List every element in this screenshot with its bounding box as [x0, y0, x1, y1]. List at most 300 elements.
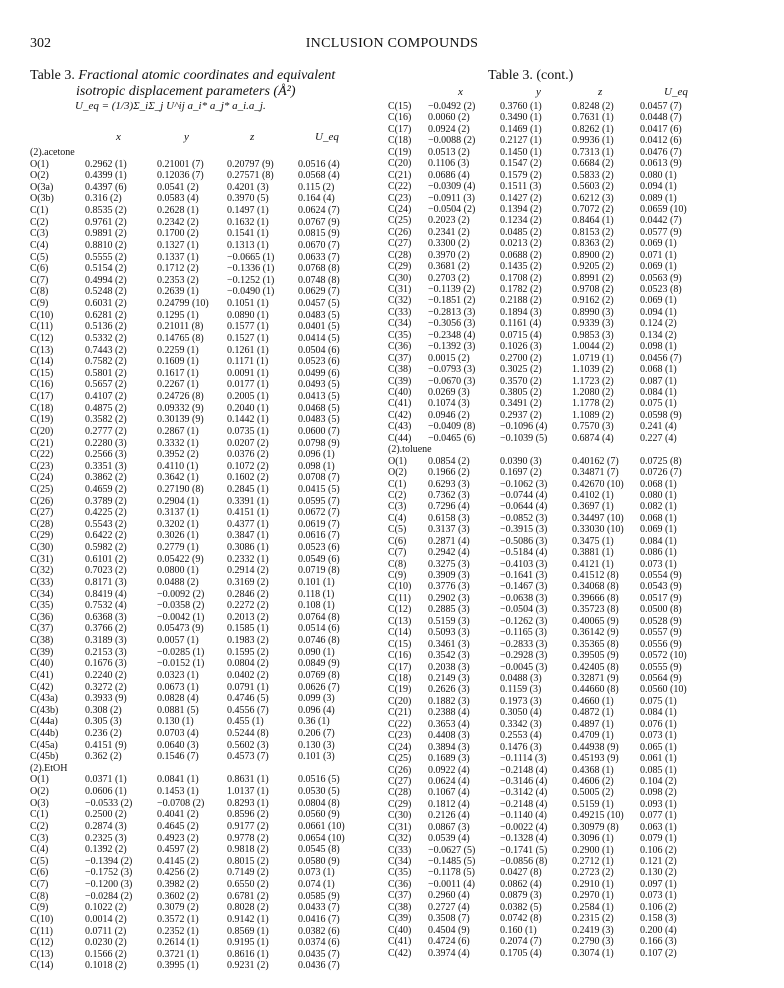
z-value: 0.32871 (9)	[572, 673, 619, 684]
x-value: 0.3862 (2)	[85, 472, 127, 484]
y-value: 0.1705 (4)	[500, 947, 542, 959]
z-value: 0.455 (1)	[227, 716, 264, 728]
atom-label: C(34)	[388, 856, 412, 868]
y-value: 0.160 (1)	[500, 924, 537, 936]
x-value: 0.362 (2)	[85, 751, 122, 763]
ueq-value: 0.0670 (7)	[298, 239, 340, 251]
ueq-value: 0.36 (1)	[298, 716, 330, 728]
x-value: 0.8810 (2)	[85, 239, 127, 251]
x-value: 0.7362 (3)	[428, 489, 470, 501]
ueq-value: 0.094 (1)	[640, 306, 677, 318]
ueq-value: 0.106 (2)	[640, 901, 677, 913]
ueq-value: 0.097 (1)	[640, 878, 677, 890]
ueq-value: 0.0442 (7)	[640, 215, 682, 227]
atom-label: C(16)	[388, 650, 412, 662]
z-value: 0.9195 (1)	[227, 937, 269, 949]
y-value: 0.3332 (1)	[157, 437, 199, 449]
x-value: 0.1676 (3)	[85, 658, 127, 670]
y-value: 0.3079 (2)	[157, 902, 199, 914]
y-value: 0.0488 (3)	[500, 673, 542, 684]
atom-label: C(44)	[388, 432, 412, 444]
z-value: 0.40065 (9)	[572, 615, 619, 627]
x-value: −0.2348 (4)	[428, 329, 476, 341]
y-value: 0.3202 (1)	[157, 518, 199, 530]
right-coordinates-table	[388, 0, 754, 988]
y-value: −0.0856 (8)	[500, 856, 548, 868]
y-value: 0.4041 (2)	[157, 809, 199, 821]
atom-label: C(40)	[388, 387, 412, 398]
atom-label: C(14)	[30, 960, 54, 972]
atom-label: O(1)	[30, 158, 49, 170]
z-value: 0.0890 (1)	[227, 309, 269, 321]
atom-label: C(16)	[388, 112, 412, 124]
ueq-value: 0.0499 (6)	[298, 367, 340, 379]
y-value: −0.0152 (1)	[157, 658, 205, 670]
atom-label: C(40)	[388, 924, 412, 936]
y-value: 0.0715 (4)	[500, 329, 542, 341]
atom-label: C(4)	[388, 512, 407, 524]
z-value: 0.3086 (1)	[227, 542, 269, 554]
y-value: 0.2188 (2)	[500, 295, 542, 307]
z-value: 0.9142 (1)	[227, 913, 269, 925]
x-value: 0.3461 (3)	[428, 638, 470, 650]
atom-label: C(7)	[388, 547, 407, 559]
section-title: (2).acetone	[30, 147, 75, 158]
x-value: −0.1200 (3)	[85, 879, 133, 891]
z-value: 0.7149 (2)	[227, 867, 269, 879]
z-value: 0.1602 (2)	[227, 472, 269, 484]
x-value: 0.6158 (3)	[428, 512, 470, 524]
z-value: 0.5602 (3)	[227, 739, 269, 751]
atom-label: C(36)	[30, 611, 54, 623]
ueq-value: 0.0725 (8)	[640, 455, 682, 467]
z-value: 0.9231 (2)	[227, 960, 269, 972]
z-value: 0.1171 (1)	[227, 356, 269, 368]
x-value: 0.3275 (3)	[428, 558, 470, 570]
x-value: 0.4151 (9)	[85, 739, 127, 751]
ueq-value: 0.0557 (9)	[640, 627, 682, 639]
z-value: 0.0402 (2)	[227, 669, 269, 681]
ueq-value: 0.069 (1)	[640, 238, 677, 250]
x-value: 0.3542 (3)	[428, 650, 470, 662]
z-value: 1.1089 (2)	[572, 409, 614, 421]
ueq-value: 0.0448 (7)	[640, 112, 682, 124]
y-value: 0.2074 (7)	[500, 936, 542, 948]
y-value: 0.05422 (9)	[157, 553, 204, 565]
z-value: 0.9708 (2)	[572, 284, 614, 296]
y-value: −0.1741 (5)	[500, 844, 548, 856]
y-value: 0.1159 (3)	[500, 684, 542, 696]
ueq-value: 0.0746 (8)	[298, 635, 340, 647]
z-value: 0.0091 (1)	[227, 367, 269, 379]
z-value: 1.1039 (2)	[572, 364, 614, 376]
atom-label: C(9)	[30, 298, 49, 310]
ueq-value: 0.206 (7)	[298, 728, 335, 739]
column-header-ueq: U_eq	[664, 86, 688, 98]
x-value: 0.3137 (3)	[428, 524, 470, 536]
y-value: −0.0852 (3)	[500, 512, 548, 524]
z-value: 0.3475 (1)	[572, 535, 614, 547]
x-value: 0.3653 (4)	[428, 718, 470, 730]
ueq-value: 0.134 (2)	[640, 329, 677, 341]
x-value: 0.4399 (1)	[85, 170, 127, 182]
x-value: 0.0371 (1)	[85, 774, 127, 786]
atom-label: C(19)	[30, 414, 54, 426]
atom-label: C(19)	[388, 146, 412, 158]
atom-label: C(24)	[388, 741, 412, 753]
z-value: 0.34871 (7)	[572, 467, 619, 479]
y-value: 0.09332 (9)	[157, 402, 204, 414]
z-value: 0.8596 (2)	[227, 809, 269, 821]
ueq-value: 0.0435 (7)	[298, 948, 340, 960]
x-value: 0.2871 (4)	[428, 535, 470, 547]
z-value: 0.2040 (1)	[227, 402, 269, 414]
z-value: 0.49215 (10)	[572, 810, 624, 822]
z-value: 0.4606 (2)	[572, 775, 614, 787]
y-value: 0.1234 (2)	[500, 215, 542, 227]
z-value: 0.3096 (1)	[572, 833, 614, 845]
atom-label: C(25)	[388, 215, 412, 227]
z-value: 0.2315 (2)	[572, 913, 614, 925]
ueq-value: 0.0726 (7)	[640, 467, 682, 479]
atom-label: C(5)	[30, 855, 49, 867]
z-value: 1.0044 (2)	[572, 341, 614, 353]
y-value: 0.0640 (3)	[157, 739, 199, 751]
ueq-value: 0.068 (1)	[640, 364, 677, 376]
z-value: 0.7072 (2)	[572, 203, 614, 215]
z-value: 0.9177 (2)	[227, 820, 269, 832]
z-value: 0.7631 (1)	[572, 112, 614, 124]
x-value: 0.305 (3)	[85, 716, 122, 728]
y-value: 0.1609 (1)	[157, 356, 199, 368]
atom-label: C(32)	[388, 295, 412, 307]
x-value: 0.2240 (2)	[85, 669, 127, 681]
atom-label: C(22)	[388, 718, 412, 730]
ueq-value: 0.241 (4)	[640, 421, 677, 433]
atom-label: C(6)	[30, 867, 49, 879]
ueq-value: 0.0560 (10)	[640, 684, 687, 696]
y-value: −0.1467 (3)	[500, 581, 548, 593]
y-value: 0.0800 (1)	[157, 565, 199, 577]
x-value: −0.0011 (4)	[428, 878, 475, 890]
atom-label: C(9)	[30, 902, 49, 914]
x-value: −0.0793 (3)	[428, 364, 476, 376]
section-title: (2).toluene	[388, 444, 432, 456]
ueq-value: 0.0476 (7)	[640, 146, 682, 158]
x-value: 0.3582 (2)	[85, 414, 127, 426]
x-value: 0.4397 (6)	[85, 181, 127, 193]
z-value: 1.1723 (2)	[572, 375, 614, 387]
x-value: 0.0539 (4)	[428, 833, 470, 845]
y-value: 0.3982 (2)	[157, 879, 199, 891]
z-value: 0.2900 (1)	[572, 844, 614, 856]
atom-label: C(34)	[388, 318, 412, 330]
y-value: 0.2353 (2)	[157, 274, 199, 286]
column-header-z: z	[250, 131, 255, 143]
x-value: 0.0867 (3)	[428, 821, 470, 833]
ueq-value: 0.0414 (5)	[298, 332, 340, 344]
atom-label: C(38)	[388, 901, 412, 913]
ueq-value: 0.098 (1)	[298, 460, 335, 472]
ueq-value: 0.0719 (8)	[298, 565, 340, 577]
y-value: −0.1328 (4)	[500, 833, 548, 845]
atom-label: C(26)	[388, 764, 412, 776]
atom-label: C(12)	[30, 937, 54, 949]
atom-label: C(5)	[388, 524, 407, 536]
atom-label: C(36)	[388, 341, 412, 353]
x-value: 0.2566 (3)	[85, 449, 127, 461]
x-value: 0.2023 (2)	[428, 215, 470, 227]
z-value: 0.7313 (1)	[572, 146, 614, 158]
caption-text-cont: isotropic displacement parameters (Å²)	[76, 84, 296, 99]
ueq-value: 0.0600 (7)	[298, 425, 340, 437]
y-value: −0.0638 (3)	[500, 592, 548, 604]
x-value: 0.4107 (2)	[85, 391, 127, 403]
right-table-caption: Table 3. (cont.)	[488, 68, 574, 83]
x-value: 0.5332 (2)	[85, 332, 127, 344]
z-value: 0.6874 (4)	[572, 432, 614, 444]
ueq-value: 0.0457 (5)	[298, 298, 340, 310]
x-value: 0.5543 (2)	[85, 518, 127, 530]
x-value: 0.8171 (3)	[85, 576, 127, 588]
atom-label: C(26)	[30, 495, 54, 507]
y-value: 0.0323 (1)	[157, 669, 199, 681]
ueq-value: 0.0798 (9)	[298, 437, 340, 449]
x-value: 0.2153 (3)	[85, 646, 127, 658]
y-value: 0.1161 (4)	[500, 318, 542, 330]
ueq-value: 0.0849 (9)	[298, 658, 340, 670]
atom-label: C(15)	[30, 367, 54, 379]
x-value: 0.2038 (3)	[428, 661, 470, 673]
atom-label: C(12)	[30, 332, 54, 344]
x-value: 0.5801 (2)	[85, 367, 127, 379]
ueq-value: 0.0523 (6)	[298, 542, 340, 554]
atom-label: O(2)	[30, 786, 49, 798]
z-value: 0.1632 (1)	[227, 216, 269, 228]
z-value: 0.34497 (10)	[572, 512, 624, 524]
z-value: 0.42670 (10)	[572, 478, 624, 490]
y-value: 0.1700 (2)	[157, 228, 199, 240]
column-header-ueq: U_eq	[315, 131, 339, 143]
z-value: −0.1252 (1)	[227, 274, 275, 286]
x-value: 0.7532 (4)	[85, 600, 127, 612]
y-value: 0.3050 (4)	[500, 707, 542, 719]
ueq-value: 0.124 (2)	[640, 318, 677, 330]
y-value: 0.2267 (1)	[157, 379, 199, 391]
atom-label: C(23)	[388, 192, 412, 204]
y-value: 0.12036 (7)	[157, 170, 204, 182]
ueq-value: 0.0624 (7)	[298, 205, 340, 217]
atom-label: O(3)	[30, 797, 49, 809]
atom-label: O(2)	[388, 467, 407, 479]
atom-label: C(44a)	[30, 716, 58, 728]
ueq-value: 0.0382 (6)	[298, 925, 340, 937]
x-value: −0.0409 (8)	[428, 421, 476, 433]
y-value: −0.5086 (3)	[500, 535, 548, 547]
y-value: 0.2700 (2)	[500, 352, 542, 364]
atom-label: C(12)	[388, 604, 412, 616]
z-value: 0.8900 (2)	[572, 249, 614, 261]
x-value: 0.0230 (2)	[85, 937, 127, 949]
x-value: 0.6101 (2)	[85, 553, 127, 565]
ueq-value: 0.075 (1)	[640, 398, 677, 410]
z-value: 0.1577 (1)	[227, 321, 269, 333]
z-value: 0.1072 (2)	[227, 460, 269, 472]
atom-label: C(17)	[388, 123, 412, 135]
atom-label: C(6)	[30, 263, 49, 275]
y-value: 0.0879 (3)	[500, 890, 542, 902]
atom-label: C(26)	[388, 226, 412, 238]
atom-label: C(14)	[30, 356, 54, 368]
y-value: −0.1114 (3)	[500, 753, 547, 765]
atom-label: C(39)	[388, 375, 412, 387]
y-value: 0.3805 (2)	[500, 387, 542, 398]
ueq-value: 0.0769 (8)	[298, 669, 340, 681]
x-value: 0.6422 (2)	[85, 530, 127, 542]
y-value: 0.3760 (1)	[500, 101, 542, 112]
atom-label: C(29)	[388, 261, 412, 273]
x-value: 0.2388 (4)	[428, 707, 470, 719]
z-value: 0.8990 (3)	[572, 306, 614, 318]
atom-label: C(40)	[30, 658, 54, 670]
ueq-value: 0.0517 (9)	[640, 592, 682, 604]
z-value: 0.3169 (2)	[227, 576, 269, 588]
y-value: 0.0742 (8)	[500, 913, 542, 925]
y-value: 0.0828 (4)	[157, 693, 199, 705]
x-value: 0.7443 (2)	[85, 344, 127, 356]
y-value: 0.1026 (3)	[500, 341, 542, 353]
z-value: 0.44660 (8)	[572, 684, 619, 696]
x-value: 0.3766 (2)	[85, 623, 127, 635]
y-value: 0.3570 (2)	[500, 375, 542, 387]
z-value: 0.9162 (2)	[572, 295, 614, 307]
y-value: 0.4645 (2)	[157, 820, 199, 832]
atom-label: C(21)	[388, 169, 412, 181]
x-value: 0.5657 (2)	[85, 379, 127, 391]
z-value: 0.4102 (1)	[572, 489, 614, 501]
y-value: 0.4923 (2)	[157, 832, 199, 844]
ueq-value: 0.086 (1)	[640, 547, 677, 559]
atom-label: C(1)	[30, 205, 49, 217]
x-value: 0.5093 (3)	[428, 627, 470, 639]
ueq-value: 0.0572 (10)	[640, 650, 687, 662]
y-value: 0.3952 (2)	[157, 449, 199, 461]
x-value: 0.0015 (2)	[428, 352, 470, 364]
x-value: 0.3894 (3)	[428, 741, 470, 753]
x-value: 0.2280 (3)	[85, 437, 127, 449]
z-value: 0.8991 (2)	[572, 272, 614, 284]
z-value: 0.9205 (2)	[572, 261, 614, 273]
x-value: 0.7582 (2)	[85, 356, 127, 368]
x-value: 0.3974 (4)	[428, 947, 470, 959]
y-value: −0.1096 (4)	[500, 421, 548, 433]
z-value: 0.35365 (8)	[572, 638, 619, 650]
ueq-value: 0.0654 (10)	[298, 832, 345, 844]
atom-label: C(45a)	[30, 739, 58, 751]
ueq-value: 0.118 (1)	[298, 588, 335, 600]
y-value: −0.4103 (3)	[500, 558, 548, 570]
ueq-value: 0.104 (2)	[640, 775, 677, 787]
x-value: 0.2962 (1)	[85, 158, 127, 170]
x-value: 0.1074 (3)	[428, 398, 470, 410]
ueq-value: 0.0598 (9)	[640, 409, 682, 421]
ueq-value: 0.0436 (7)	[298, 960, 340, 972]
atom-label: C(24)	[388, 203, 412, 215]
y-value: 0.3995 (1)	[157, 960, 199, 972]
atom-label: C(23)	[30, 460, 54, 472]
y-value: 0.2904 (1)	[157, 495, 199, 507]
y-value: 0.0485 (2)	[500, 226, 542, 238]
atom-label: C(28)	[388, 787, 412, 799]
ueq-value: 0.073 (1)	[640, 890, 677, 902]
section-title: (2).EtOH	[30, 762, 68, 774]
column-header-y: y	[536, 86, 541, 98]
ueq-value: 0.0530 (5)	[298, 786, 340, 798]
ueq-value: 0.0616 (7)	[298, 530, 340, 542]
atom-label: C(2)	[388, 489, 407, 501]
x-value: 0.2626 (3)	[428, 684, 470, 696]
ueq-value: 0.096 (4)	[298, 704, 335, 716]
z-value: 0.8363 (2)	[572, 238, 614, 250]
x-value: 0.3933 (9)	[85, 693, 127, 705]
ueq-value: 0.080 (1)	[640, 489, 677, 501]
x-value: 0.0946 (2)	[428, 409, 470, 421]
y-value: 0.05473 (9)	[157, 623, 204, 635]
x-value: 0.2727 (4)	[428, 901, 470, 913]
z-value: 0.36142 (9)	[572, 627, 619, 639]
ueq-value: 0.0457 (7)	[640, 101, 682, 112]
x-value: −0.1394 (2)	[85, 855, 133, 867]
y-value: −0.0045 (3)	[500, 661, 548, 673]
atom-label: C(37)	[30, 623, 54, 635]
atom-label: C(9)	[388, 570, 407, 582]
atom-label: C(16)	[30, 379, 54, 391]
z-value: 0.0791 (1)	[227, 681, 269, 693]
z-value: 0.2272 (2)	[227, 600, 269, 612]
ueq-value: 0.130 (2)	[640, 867, 677, 879]
x-value: 0.2341 (2)	[428, 226, 470, 238]
x-value: 0.3909 (3)	[428, 570, 470, 582]
atom-label: C(31)	[30, 553, 54, 565]
y-value: −0.2148 (4)	[500, 798, 548, 810]
atom-label: C(32)	[388, 833, 412, 845]
x-value: 0.4724 (6)	[428, 936, 470, 948]
atom-label: C(42)	[388, 409, 412, 421]
atom-label: C(11)	[388, 592, 411, 604]
y-value: 0.1782 (2)	[500, 284, 542, 296]
y-value: −0.1641 (3)	[500, 570, 548, 582]
atom-label: C(10)	[30, 913, 54, 925]
ueq-value: 0.084 (1)	[640, 535, 677, 547]
z-value: 0.1983 (2)	[227, 635, 269, 647]
x-value: 0.6368 (3)	[85, 611, 127, 623]
ueq-value: 0.166 (3)	[640, 936, 677, 948]
z-value: 0.33030 (10)	[572, 524, 624, 536]
y-value: 0.1469 (1)	[500, 123, 542, 135]
y-value: 0.130 (1)	[157, 716, 194, 728]
z-value: 0.8616 (1)	[227, 948, 269, 960]
atom-label: C(14)	[388, 627, 412, 639]
x-value: 0.5982 (2)	[85, 542, 127, 554]
z-value: 0.1541 (1)	[227, 228, 269, 240]
x-value: 0.0624 (4)	[428, 775, 470, 787]
atom-label: C(45b)	[30, 751, 59, 763]
ueq-value: 0.075 (1)	[640, 695, 677, 707]
z-value: 0.3970 (5)	[227, 193, 269, 205]
atom-label: O(3b)	[30, 193, 54, 205]
z-value: 0.9818 (2)	[227, 844, 269, 856]
x-value: 0.4875 (2)	[85, 402, 127, 414]
